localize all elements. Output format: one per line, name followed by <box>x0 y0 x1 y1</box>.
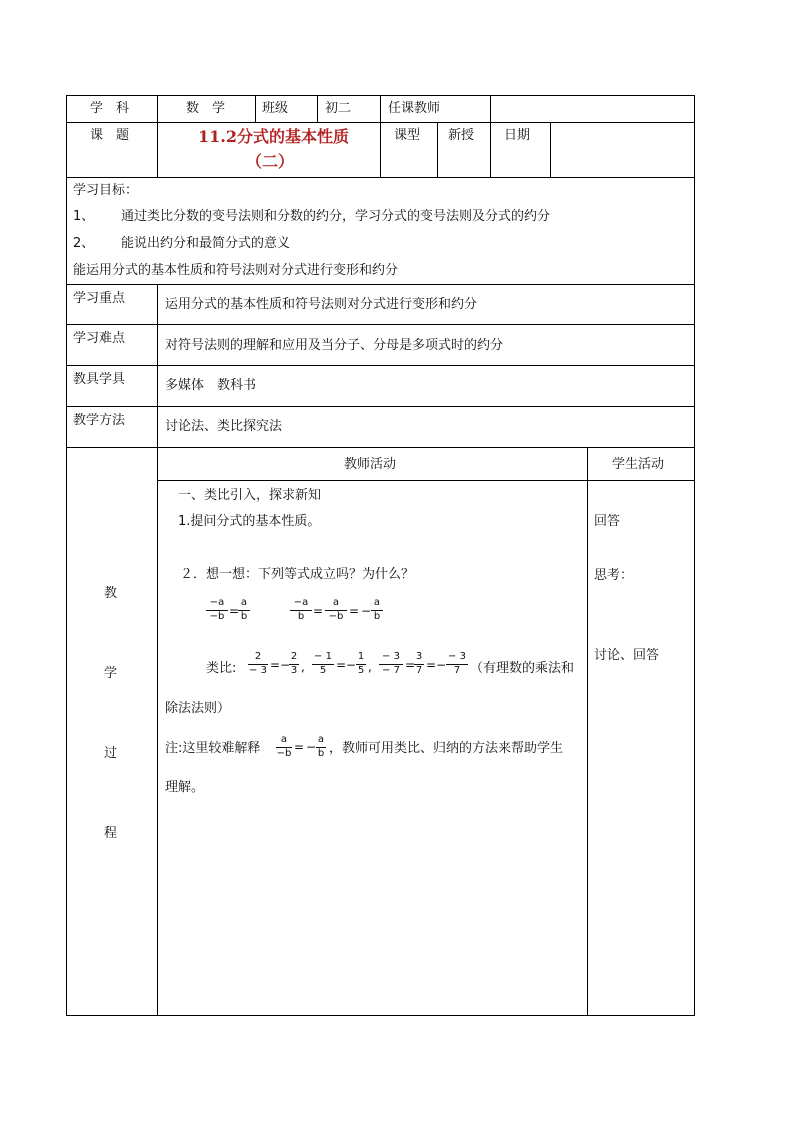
student-activity-header: 学生活动 <box>612 457 665 472</box>
row-content-key-points: 运用分式的基本性质和符号法则对分式进行变形和约分 <box>165 297 478 312</box>
row-content-difficulties: 对符号法则的理解和应用及当分子、分母是多项式时的约分 <box>165 338 504 353</box>
teacher-label: 任课教师 <box>388 101 441 116</box>
math-fraction <box>414 652 424 676</box>
objective-text: 通过类比分数的变号法则和分数的约分，学习分式的变号法则及分式的约分 <box>121 209 551 224</box>
math-denominator: −b <box>209 610 225 622</box>
math-denominator: b <box>240 610 248 622</box>
rule <box>550 122 551 177</box>
math-equals: = <box>349 604 360 618</box>
math-equals: = <box>229 604 240 618</box>
math-fraction <box>325 598 347 622</box>
math-fraction <box>238 598 250 622</box>
math-denominator: 7 <box>453 664 461 676</box>
rule <box>66 95 67 1016</box>
math-numerator: a <box>317 734 325 745</box>
math-denominator: b <box>373 610 381 622</box>
note-continued: 理解。 <box>165 780 205 795</box>
math-equals: = <box>405 658 416 672</box>
note-suffix: ，教师可用类比、归纳的方法来帮助学生 <box>329 741 564 756</box>
math-minus: − <box>361 604 372 618</box>
student-answer: 讨论、回答 <box>594 648 660 663</box>
math-denominator: 5 <box>319 664 327 676</box>
math-numerator: a <box>332 597 340 608</box>
lesson-type-label: 课型 <box>394 128 421 143</box>
math-numerator: − 1 <box>314 651 332 662</box>
process-side-char: 程 <box>104 826 118 841</box>
row-label-key-points: 学习重点 <box>73 291 126 306</box>
math-denominator: −b <box>328 610 344 622</box>
objectives-heading: 学习目标： <box>73 183 139 198</box>
rule <box>66 365 694 366</box>
rule <box>157 284 158 1016</box>
rule <box>66 177 694 178</box>
math-fraction <box>312 652 334 676</box>
math-denominator: − 3 <box>249 664 267 676</box>
math-denominator: 3 <box>290 664 298 676</box>
math-denominator: b <box>297 610 305 622</box>
topic-label: 课 题 <box>90 128 130 143</box>
math-numerator: a <box>373 597 381 608</box>
math-numerator: 2 <box>254 651 262 662</box>
math-denominator: − 7 <box>382 664 400 676</box>
math-equals: = <box>313 604 324 618</box>
rule <box>66 284 694 285</box>
step-1: 1.提问分式的基本性质。 <box>178 514 321 529</box>
step-2: ２．想一想：下列等式成立吗？为什么？ <box>180 567 415 582</box>
objective-extra: 能运用分式的基本性质和符号法则对分式进行变形和约分 <box>73 263 399 278</box>
rule <box>437 122 438 177</box>
row-content-methods: 讨论法、类比探究法 <box>165 419 283 434</box>
rule <box>490 95 491 177</box>
rule <box>255 95 256 122</box>
note-prefix: 注:这里较难解释 <box>165 741 261 756</box>
rule <box>66 406 694 407</box>
math-numerator: 2 <box>290 651 298 662</box>
rule <box>380 95 381 177</box>
row-label-methods: 教学方法 <box>73 413 126 428</box>
math-minus: − <box>280 658 291 672</box>
rule <box>317 95 318 122</box>
math-fraction <box>206 598 228 622</box>
row-label-materials: 教具学具 <box>73 372 126 387</box>
math-denominator: 7 <box>415 664 423 676</box>
math-fraction <box>379 652 403 676</box>
math-denominator: 5 <box>357 664 365 676</box>
rule <box>66 324 694 325</box>
student-answer: 回答 <box>594 514 621 529</box>
math-fraction <box>446 652 468 676</box>
math-fraction <box>290 598 312 622</box>
math-fraction <box>371 598 383 622</box>
math-numerator: a <box>280 734 288 745</box>
row-label-difficulties: 学习难点 <box>73 331 126 346</box>
math-comma: , <box>368 660 372 674</box>
rule <box>587 447 588 1016</box>
math-minus: − <box>306 740 317 754</box>
math-numerator: −a <box>209 597 225 608</box>
math-minus: − <box>346 658 357 672</box>
analogy-note: （有理数的乘法和 <box>470 661 575 676</box>
class-value: 初二 <box>325 101 352 116</box>
analogy-note-continued: 除法法则） <box>165 701 231 716</box>
objective-number: 1、 <box>73 209 95 224</box>
math-numerator: a <box>240 597 248 608</box>
student-answer: 思考： <box>594 568 634 583</box>
teacher-activity-header: 教师活动 <box>344 457 397 472</box>
analogy-label: 类比: <box>206 661 237 676</box>
math-fraction <box>356 652 366 676</box>
math-equals: = <box>270 658 281 672</box>
date-label: 日期 <box>504 128 531 143</box>
objective-text: 能说出约分和最简分式的意义 <box>121 236 291 251</box>
math-fraction <box>289 652 299 676</box>
lesson-title-line2: （二） <box>246 152 295 171</box>
rule <box>694 95 695 1016</box>
rule <box>157 95 158 177</box>
rule <box>66 447 694 448</box>
math-equals: = <box>336 658 347 672</box>
math-numerator: − 3 <box>382 651 400 662</box>
rule <box>66 1015 694 1016</box>
section-title: 一、类比引入，探求新知 <box>178 488 322 503</box>
rule <box>157 480 694 481</box>
lesson-title: 11.2分式的基本性质 <box>198 127 349 146</box>
subject-label: 学 科 <box>90 101 130 116</box>
math-fraction <box>248 652 268 676</box>
math-comma: , <box>301 660 305 674</box>
math-minus: − <box>436 658 447 672</box>
process-side-char: 学 <box>104 666 118 681</box>
subject-value: 数 学 <box>186 101 226 116</box>
math-equals: = <box>426 658 437 672</box>
process-side-char: 过 <box>104 746 118 761</box>
class-label: 班级 <box>262 101 289 116</box>
row-content-materials: 多媒体 教科书 <box>165 378 257 393</box>
math-fraction <box>276 735 292 759</box>
math-numerator: 3 <box>415 651 423 662</box>
process-side-char: 教 <box>104 586 118 601</box>
math-denominator: −b <box>276 747 292 759</box>
math-numerator: −a <box>293 597 309 608</box>
lesson-type-value: 新授 <box>448 128 475 143</box>
objective-number: 2、 <box>73 236 95 251</box>
math-numerator: − 3 <box>448 651 466 662</box>
math-denominator: b <box>317 747 325 759</box>
math-fraction <box>316 735 326 759</box>
math-equals: = <box>294 740 305 754</box>
math-numerator: 1 <box>357 651 365 662</box>
